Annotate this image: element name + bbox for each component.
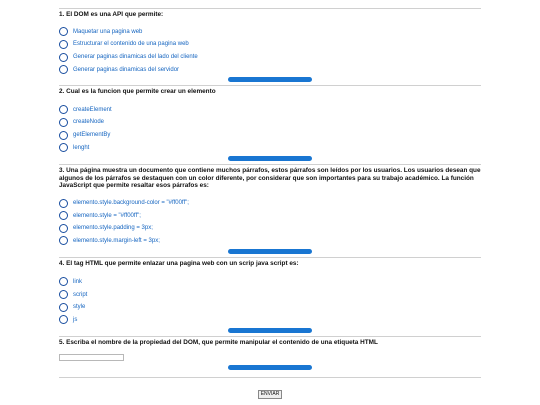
question-4-option-3[interactable]	[59, 301, 481, 314]
question-1-option-4[interactable]	[59, 63, 481, 76]
divider	[59, 377, 481, 378]
separator-bar	[228, 328, 312, 333]
question-4-option-2[interactable]	[59, 288, 481, 301]
radio-button[interactable]	[59, 40, 68, 49]
question-5-text: 5. Escriba el nombre de la propiedad del DOM, que permite manipular el contenido de una etiqueta HTML	[59, 339, 378, 347]
radio-button[interactable]	[59, 131, 68, 140]
option-label: elemento.style = "#ff00ff";	[73, 212, 141, 219]
question-2-option-1[interactable]	[59, 104, 481, 117]
question-2-text: 2. Cual es la funcion que permite crear un elemento	[59, 87, 216, 95]
radio-button[interactable]	[59, 53, 68, 62]
radio-button[interactable]	[59, 105, 68, 114]
option-label: elemento.style.padding = 3px;	[73, 225, 153, 232]
separator-bar	[228, 249, 312, 254]
radio-button[interactable]	[59, 27, 68, 36]
question-2-option-3[interactable]	[59, 129, 481, 142]
separator-bar	[228, 156, 312, 161]
option-label: lenght	[73, 144, 90, 151]
radio-button[interactable]	[59, 290, 68, 299]
question-1-text: 1. El DOM es una API que permite:	[59, 11, 164, 18]
option-label: elemento.style.margin-left = 3px;	[73, 237, 160, 244]
question-3-option-2[interactable]	[59, 209, 481, 222]
separator-bar	[228, 77, 312, 82]
question-4-text: 4. El tag HTML que permite enlazar una pagina web con un scrip java script es:	[59, 260, 299, 268]
question-2-option-2[interactable]	[59, 116, 481, 129]
submit-row	[0, 382, 540, 400]
question-3-option-4[interactable]	[59, 235, 481, 248]
option-label: style	[73, 304, 86, 311]
radio-button[interactable]	[59, 211, 68, 220]
question-4-option-4[interactable]	[59, 313, 481, 326]
option-label: elemento.style.background-color = "#ff00ff";	[73, 200, 189, 207]
radio-button[interactable]	[59, 199, 68, 208]
option-label: js	[73, 316, 78, 323]
question-1-option-2[interactable]	[59, 38, 481, 51]
radio-button[interactable]	[59, 224, 68, 233]
question-3-text: 3. Una página muestra un documento que contiene muchos párrafos, estos párrafos son leídos por los usuarios. Los usuarios desean que algunos de los párrafos se destaquen con un color diferente, por considerar que son importantes para su trabajo académico. La función JavaScript que permite resaltar esos párrafos es:	[59, 166, 481, 190]
option-label: link	[73, 278, 83, 285]
question-4-option-1[interactable]	[59, 276, 481, 289]
option-label: createNode	[73, 119, 105, 126]
radio-button[interactable]	[59, 143, 68, 152]
radio-button[interactable]	[59, 65, 68, 74]
question-3-options	[59, 197, 481, 247]
radio-button[interactable]	[59, 236, 68, 245]
option-label: script	[73, 291, 88, 298]
option-label: createElement	[73, 106, 112, 113]
separator-bar	[228, 365, 312, 370]
option-label: Generar paginas dinamicas del servidor	[73, 66, 180, 73]
question-2-option-4[interactable]	[59, 141, 481, 154]
quiz-form	[59, 0, 481, 378]
submit-button[interactable]: ENVIAR	[258, 390, 283, 399]
option-label: Maquetar una pagina web	[73, 28, 143, 35]
radio-button[interactable]	[59, 303, 68, 312]
radio-button[interactable]	[59, 315, 68, 324]
question-3-option-3[interactable]	[59, 222, 481, 235]
question-4-options	[59, 276, 481, 326]
radio-button[interactable]	[59, 118, 68, 127]
question-1-option-3[interactable]	[59, 51, 481, 64]
answer-input[interactable]	[59, 354, 124, 361]
option-label: getElementBy	[73, 132, 111, 139]
radio-button[interactable]	[59, 277, 68, 286]
question-1-options	[59, 26, 481, 76]
option-label: Generar paginas dinamicas del lado del cliente	[73, 54, 198, 61]
question-1-option-1[interactable]	[59, 26, 481, 39]
question-2-options	[59, 104, 481, 154]
option-label: Estructurar el contenido de una pagina web	[73, 41, 189, 48]
question-3-option-1[interactable]	[59, 197, 481, 210]
